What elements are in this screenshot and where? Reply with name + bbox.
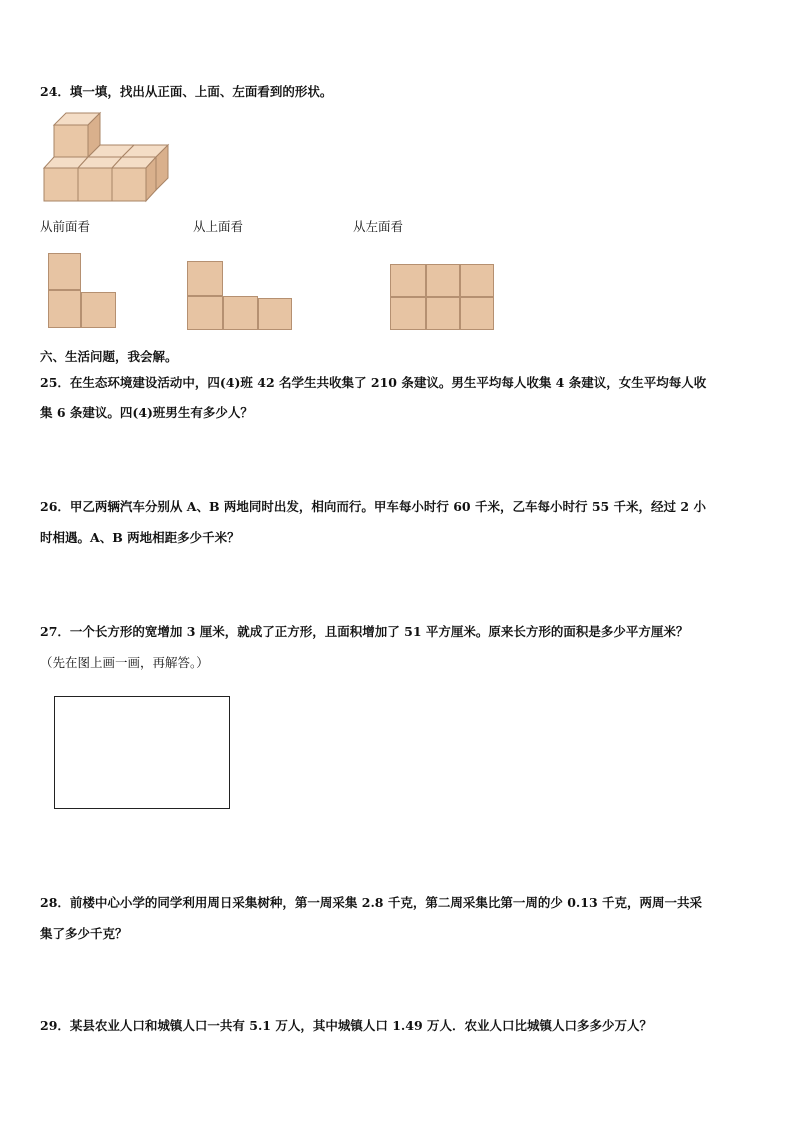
top-view-square: [223, 296, 258, 330]
q29-line1: 29．某县农业人口和城镇人口一共有 5.1 万人，其中城镇人口 1.49 万人．农业人口比城镇人口多多少万人？: [40, 1018, 652, 1033]
rectangle-drawing-box[interactable]: [54, 696, 230, 809]
q28-line1: 28．前楼中心小学的同学利用周日采集树种，第一周采集 2.8 千克，第二周采集比第一周的少 0.13 千克，两周一共采: [40, 895, 702, 910]
front-view-square: [48, 253, 81, 290]
q25-line1: 25．在生态环境建设活动中，四(4)班 42 名学生共收集了 210 条建议。男生平均每人收集 4 条建议，女生平均每人收: [40, 375, 707, 390]
left-view-square: [460, 264, 494, 297]
q27-line1: 27．一个长方形的宽增加 3 厘米，就成了正方形，且面积增加了 51 平方厘米。原来长方形的面积是多少平方厘米？: [40, 624, 689, 639]
q26-line1: 26．甲乙两辆汽车分别从 A、B 两地同时出发，相向而行。甲车每小时行 60 千米，乙车每小时行 55 千米，经过 2 小: [40, 499, 706, 514]
top-view-label: 从上面看: [193, 219, 244, 234]
front-view-square: [81, 292, 116, 328]
left-view-label: 从左面看: [353, 219, 404, 234]
front-view-square: [48, 290, 81, 328]
left-view-square: [426, 297, 460, 330]
top-view-square: [187, 261, 223, 296]
q28-line2: 集了多少千克？: [40, 926, 128, 941]
top-view-square: [258, 298, 292, 330]
q25-line2: 集 6 条建议。四(4)班男生有多少人？: [40, 405, 253, 420]
q27-line2: （先在图上画一画，再解答。）: [40, 655, 209, 670]
left-view-square: [390, 264, 426, 297]
front-view-label: 从前面看: [40, 219, 91, 234]
left-view-square: [460, 297, 494, 330]
top-view-square: [187, 296, 223, 330]
left-view-square: [390, 297, 426, 330]
q24-text: 24．填一填，找出从正面、上面、左面看到的形状。: [40, 84, 333, 99]
left-view-square: [426, 264, 460, 297]
q26-line2: 时相遇。A、B 两地相距多少千米？: [40, 530, 240, 545]
section-heading: 六、生活问题，我会解。: [40, 349, 178, 364]
